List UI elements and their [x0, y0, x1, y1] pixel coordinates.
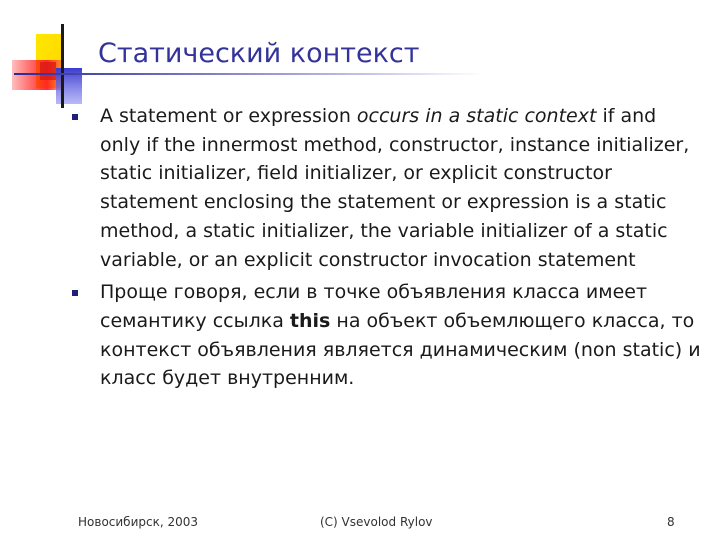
bullet-plain-explanation — [72, 278, 702, 393]
bullet-italic-term: occurs in a static context — [356, 105, 597, 127]
bullet-text-part: Проще говоря, если в точке объявления класса имеет семантику ссылка — [100, 281, 648, 332]
bullet-list — [72, 102, 702, 397]
title-underline — [14, 73, 484, 75]
red-core — [40, 62, 56, 80]
footer-page-number: 8 — [667, 515, 675, 529]
vertical-line — [61, 24, 64, 108]
bullet-text-part: на объект объемлющего класса, то контекст объявления является динамическим (non static) и класс будет внутренним. — [100, 309, 701, 390]
footer-location-year: Новосибирск, 2003 — [78, 515, 199, 529]
bullet-square-icon — [72, 290, 78, 296]
bullet-text-part: A statement or expression — [100, 105, 357, 127]
bullet-bold-keyword: this — [289, 309, 331, 332]
footer-copyright: (C) Vsevolod Rylov — [320, 515, 433, 529]
bullet-text-part: if and only if the innermost method, constructor, instance initializer, static initializer, field initializer, or explicit constructor statement enclosing the statement or expression is a static method, a static initializer, the variable initializer of a static variable, or an explicit constructor invocation statement — [100, 105, 690, 271]
bullet-static-context-definition — [72, 102, 702, 274]
corner-decoration — [0, 0, 100, 110]
slide-title: Статический контекст — [98, 38, 420, 69]
bullet-square-icon — [72, 114, 78, 120]
